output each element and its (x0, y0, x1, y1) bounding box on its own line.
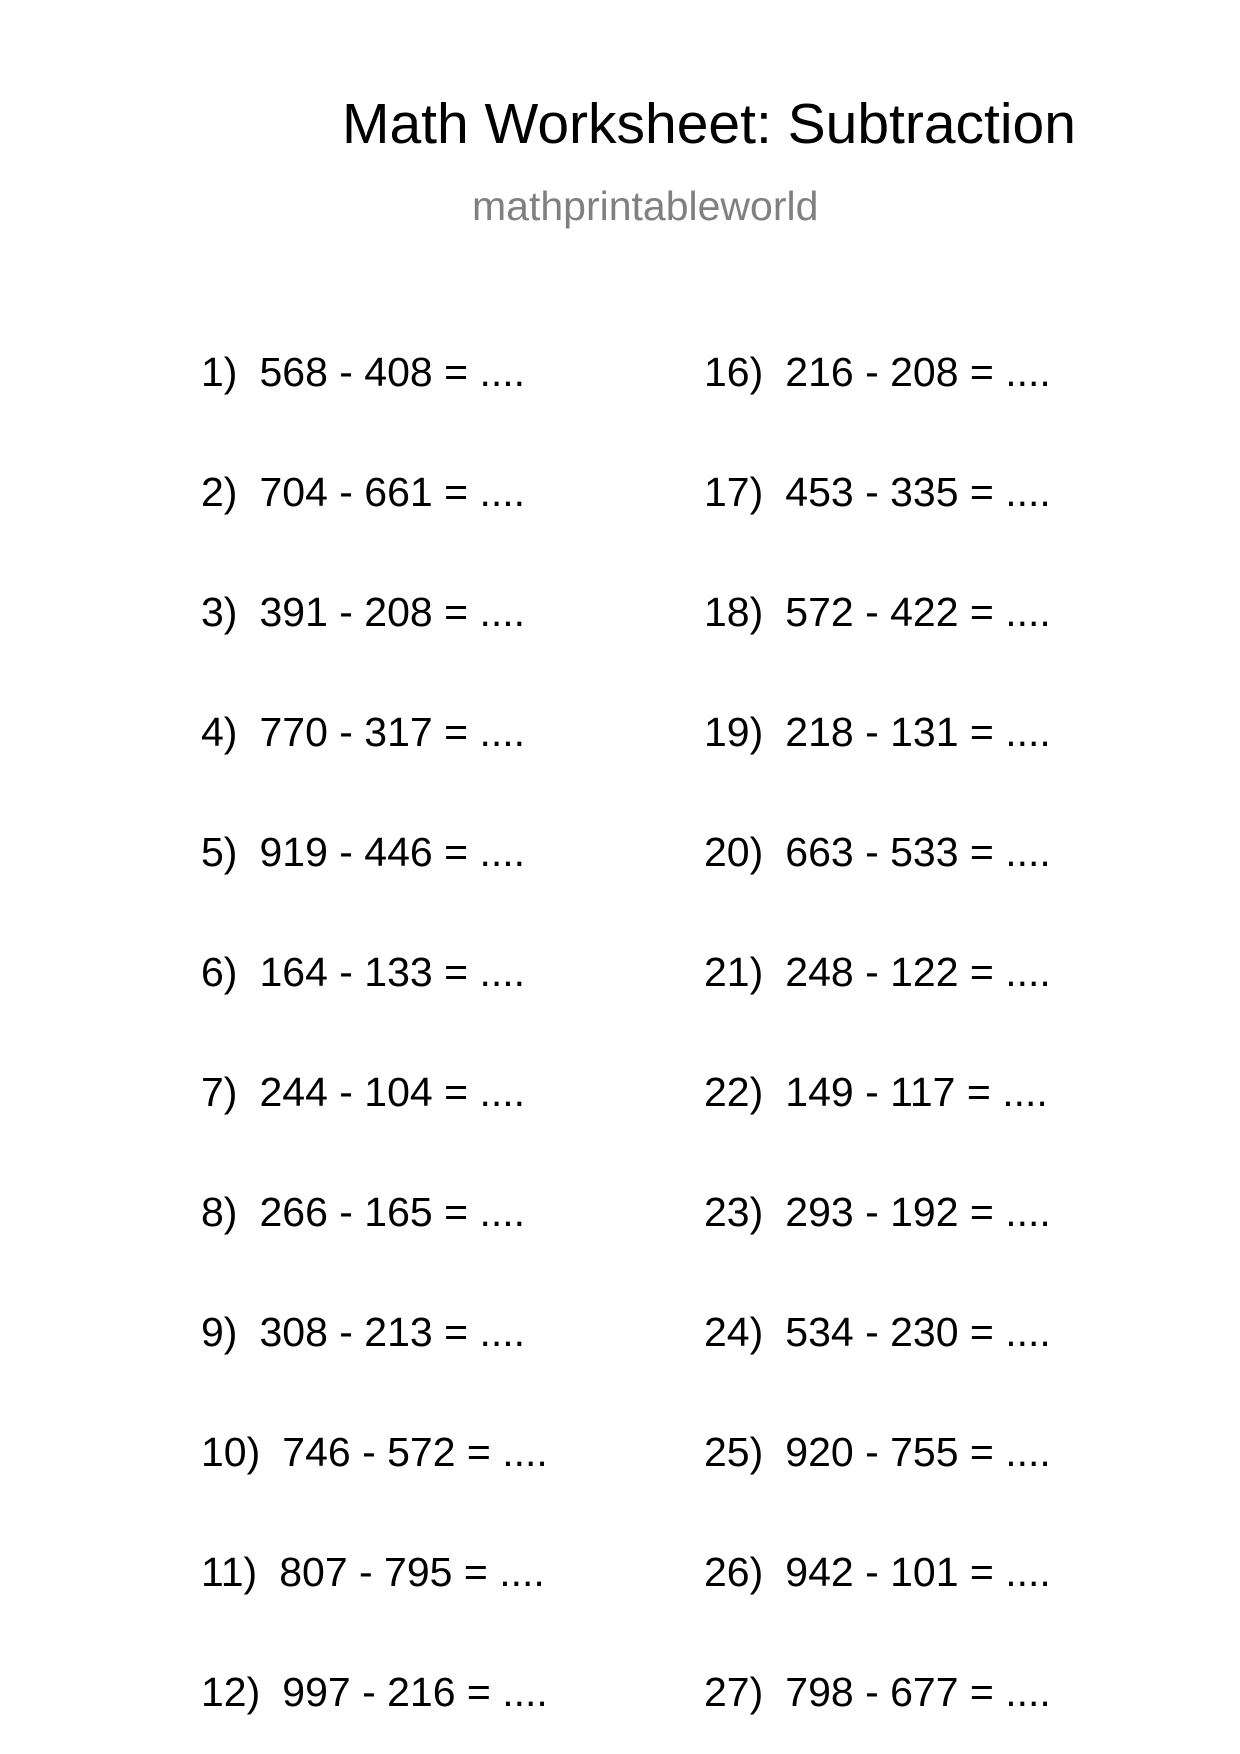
problem-expression: 248 - 122 = .... (785, 949, 1051, 995)
problem-item (704, 1429, 1051, 1475)
problem-expression: 216 - 208 = .... (785, 349, 1051, 395)
problem-expression: 997 - 216 = .... (282, 1669, 548, 1715)
problem-expression: 164 - 133 = .... (259, 949, 526, 995)
problem-item (704, 1189, 1051, 1235)
problem-item (704, 1309, 1051, 1355)
problem-item (201, 709, 526, 755)
problem-item (704, 349, 1051, 395)
problem-item (201, 349, 526, 395)
problem-number: 22) (704, 1069, 764, 1115)
problem-number: 6) (201, 949, 238, 995)
worksheet-source: mathprintableworld (472, 183, 819, 229)
problem-number: 12) (201, 1669, 261, 1715)
problem-number: 24) (704, 1309, 764, 1355)
problem-item (201, 949, 526, 995)
problem-item (201, 1549, 545, 1595)
problem-item (201, 469, 526, 515)
problem-expression: 770 - 317 = .... (259, 709, 526, 755)
problem-number: 23) (704, 1189, 764, 1235)
problem-number: 26) (704, 1549, 764, 1595)
problem-number: 4) (201, 709, 238, 755)
problem-expression: 920 - 755 = .... (785, 1429, 1051, 1475)
problem-number: 10) (201, 1429, 261, 1475)
problem-number: 18) (704, 589, 764, 635)
problem-item (201, 1309, 526, 1355)
problem-expression: 746 - 572 = .... (282, 1429, 548, 1475)
problem-number: 17) (704, 469, 764, 515)
problem-expression: 568 - 408 = .... (259, 349, 526, 395)
problem-expression: 293 - 192 = .... (785, 1189, 1051, 1235)
problem-expression: 391 - 208 = .... (259, 589, 526, 635)
problem-number: 27) (704, 1669, 764, 1715)
problem-item (704, 589, 1051, 635)
problem-expression: 798 - 677 = .... (785, 1669, 1051, 1715)
problem-item (201, 1189, 526, 1235)
problem-expression: 807 - 795 = .... (279, 1549, 545, 1595)
problem-item (201, 1429, 548, 1475)
problem-expression: 149 - 117 = .... (785, 1069, 1048, 1115)
problem-item (704, 949, 1051, 995)
problem-number: 9) (201, 1309, 238, 1355)
problem-number: 3) (201, 589, 238, 635)
problem-item (201, 1069, 526, 1115)
problem-expression: 572 - 422 = .... (785, 589, 1051, 635)
problem-number: 19) (704, 709, 764, 755)
problem-number: 8) (201, 1189, 238, 1235)
problem-expression: 308 - 213 = .... (259, 1309, 526, 1355)
problem-number: 11) (201, 1549, 258, 1595)
problem-item (704, 469, 1051, 515)
problem-expression: 704 - 661 = .... (259, 469, 526, 515)
problem-item (704, 1069, 1048, 1115)
problem-expression: 266 - 165 = .... (259, 1189, 526, 1235)
problem-expression: 919 - 446 = .... (259, 829, 526, 875)
problem-item (201, 829, 526, 875)
problem-number: 7) (201, 1069, 238, 1115)
problem-item (201, 589, 526, 635)
problem-expression: 244 - 104 = .... (259, 1069, 526, 1115)
problem-number: 2) (201, 469, 238, 515)
problem-number: 5) (201, 829, 238, 875)
problem-expression: 663 - 533 = .... (785, 829, 1051, 875)
problem-item (704, 829, 1051, 875)
problem-item (704, 1669, 1051, 1715)
problem-number: 21) (704, 949, 764, 995)
problem-item (201, 1669, 548, 1715)
problem-expression: 218 - 131 = .... (785, 709, 1051, 755)
problem-item (704, 709, 1051, 755)
problem-expression: 453 - 335 = .... (785, 469, 1051, 515)
problem-number: 20) (704, 829, 764, 875)
problem-expression: 534 - 230 = .... (785, 1309, 1051, 1355)
problem-item (704, 1549, 1051, 1595)
problem-number: 16) (704, 349, 764, 395)
worksheet-title: Math Worksheet: Subtraction (342, 92, 1076, 156)
problem-number: 25) (704, 1429, 764, 1475)
problem-expression: 942 - 101 = .... (785, 1549, 1051, 1595)
problem-number: 1) (201, 349, 238, 395)
